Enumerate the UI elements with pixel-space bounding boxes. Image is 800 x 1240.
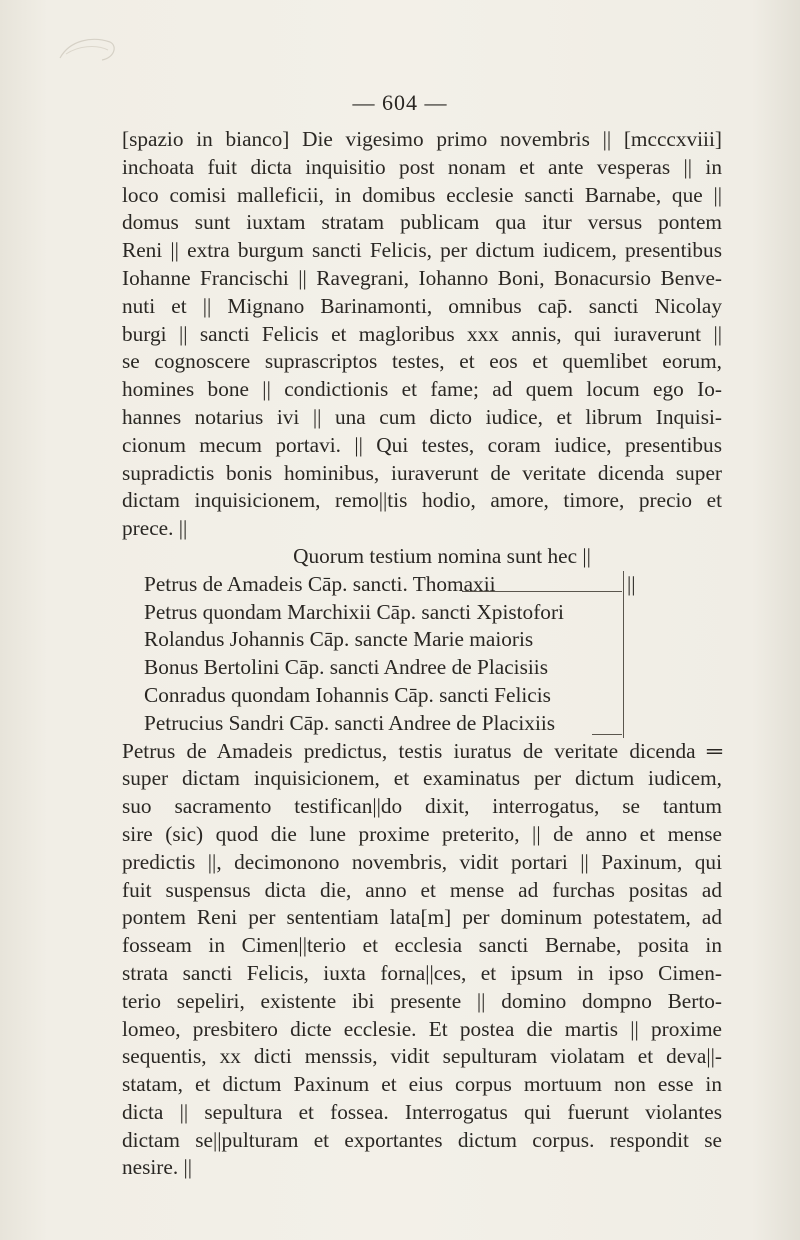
witness-item: Petrus de Amadeis Cāp. sancti. Thomaxii	[144, 571, 496, 596]
testimony-paragraph	[122, 738, 722, 1183]
witness-bracket-mark: ||	[627, 571, 636, 596]
text-line: strata sancti Felicis, iuxta forna||ces, et ipsum in ipso Cimen-	[122, 960, 722, 985]
text-line: nuti et || Mignano Barinamonti, omnibus cap̄. sancti Nicolay	[122, 293, 722, 318]
text-line: [spazio in bianco] Die vigesimo primo novembris || [mcccxviii]	[122, 127, 722, 151]
witness-item: Rolandus Johannis Cāp. sancte Marie maioris	[144, 627, 534, 652]
faded-stamp-mark	[52, 28, 122, 68]
text-line: loco comisi malleficii, in domibus ecclesie sancti Barnabe, que ||	[122, 182, 722, 207]
intro-paragraph	[122, 126, 722, 543]
text-line: predictis ||, decimonono novembris, vidit portari || Paxinum, qui	[122, 849, 722, 874]
text-line: fuit suspensus dicta die, anno et mense ad furchas positas ad	[122, 877, 722, 902]
text-line: super dictam inquisicionem, et examinatus per dictum iudicem,	[122, 766, 722, 791]
text-line: dicta || sepultura et fossea. Interrogatus qui fuerunt violantes	[122, 1099, 722, 1124]
text-line: Petrus de Amadeis predictus, testis iuratus de veritate dicenda ═	[122, 738, 722, 763]
text-line: inchoata fuit dicta inquisitio post nonam et ante vesperas || in	[122, 154, 722, 179]
text-line: prece. ||	[122, 516, 188, 541]
text-line: nesire. ||	[122, 1155, 193, 1180]
text-line: lomeo, presbitero dicte ecclesie. Et postea die martis || proxime	[122, 1016, 722, 1041]
text-line: terio sepeliri, existente ibi presente || domino dompno Berto-	[122, 988, 722, 1013]
text-line: dictam inquisicionem, remo||tis hodio, amore, timore, precio et	[122, 488, 722, 513]
text-line: Iohanne Francischi || Ravegrani, Iohanno Boni, Bonacursio Benve-	[122, 265, 722, 290]
witnesses-heading: Quorum testium nomina sunt hec ||	[293, 543, 591, 568]
text-line: burgi || sancti Felicis et magloribus xxx annis, qui iuraverunt ||	[122, 321, 722, 346]
text-line: Reni || extra burgum sancti Felicis, per dictum iudicem, presentibus	[122, 238, 722, 263]
page-number: — 604 —	[352, 90, 448, 115]
text-line: domus sunt iuxtam stratam publicam qua itur versus pontem	[122, 210, 722, 235]
text-line: fosseam in Cimen||terio et ecclesia sancti Bernabe, posita in	[122, 933, 722, 958]
text-line: supradictis bonis hominibus, iuraverunt de veritate dicenda super	[122, 460, 722, 485]
text-line: pontem Reni per sententiam lata[m] per dominum potestatem, ad	[122, 905, 722, 930]
bracket-top-rule	[462, 591, 622, 592]
witness-item: Bonus Bertolini Cāp. sancti Andree de Placisiis	[144, 655, 548, 680]
text-line: hannes notarius ivi || una cum dicto iudice, et librum Inquisi-	[122, 404, 722, 429]
text-line: suo sacramento testifican||do dixit, interrogatus, se tantum	[122, 794, 722, 819]
text-line: statam, et dictum Paxinum et eius corpus mortuum non esse in	[122, 1072, 722, 1097]
text-line: dictam se||pulturam et exportantes dictum corpus. respondit se	[122, 1127, 722, 1152]
witness-item: Conradus quondam Iohannis Cāp. sancti Felicis	[144, 682, 551, 707]
witness-item: Petrucius Sandri Cāp. sancti Andree de Placixiis	[144, 710, 556, 735]
text-line: homines bone || condictionis et fame; ad quem locum ego Io-	[122, 377, 722, 402]
text-line: cionum mecum portavi. || Qui testes, coram iudice, presentibus	[122, 432, 722, 457]
text-line: se cognoscere suprascriptos testes, et eos et quemlibet eorum,	[122, 349, 722, 374]
text-line: sire (sic) quod die lune proxime preterito, || de anno et mense	[122, 821, 722, 846]
witness-list	[122, 571, 636, 738]
text-line: sequentis, xx dicti menssis, vidit sepulturam violatam et deva||-	[122, 1044, 722, 1069]
witness-item: Petrus quondam Marchixii Cāp. sancti Xpistofori	[144, 599, 564, 624]
bracket-bottom-rule	[592, 734, 622, 735]
document-body	[122, 126, 722, 1182]
